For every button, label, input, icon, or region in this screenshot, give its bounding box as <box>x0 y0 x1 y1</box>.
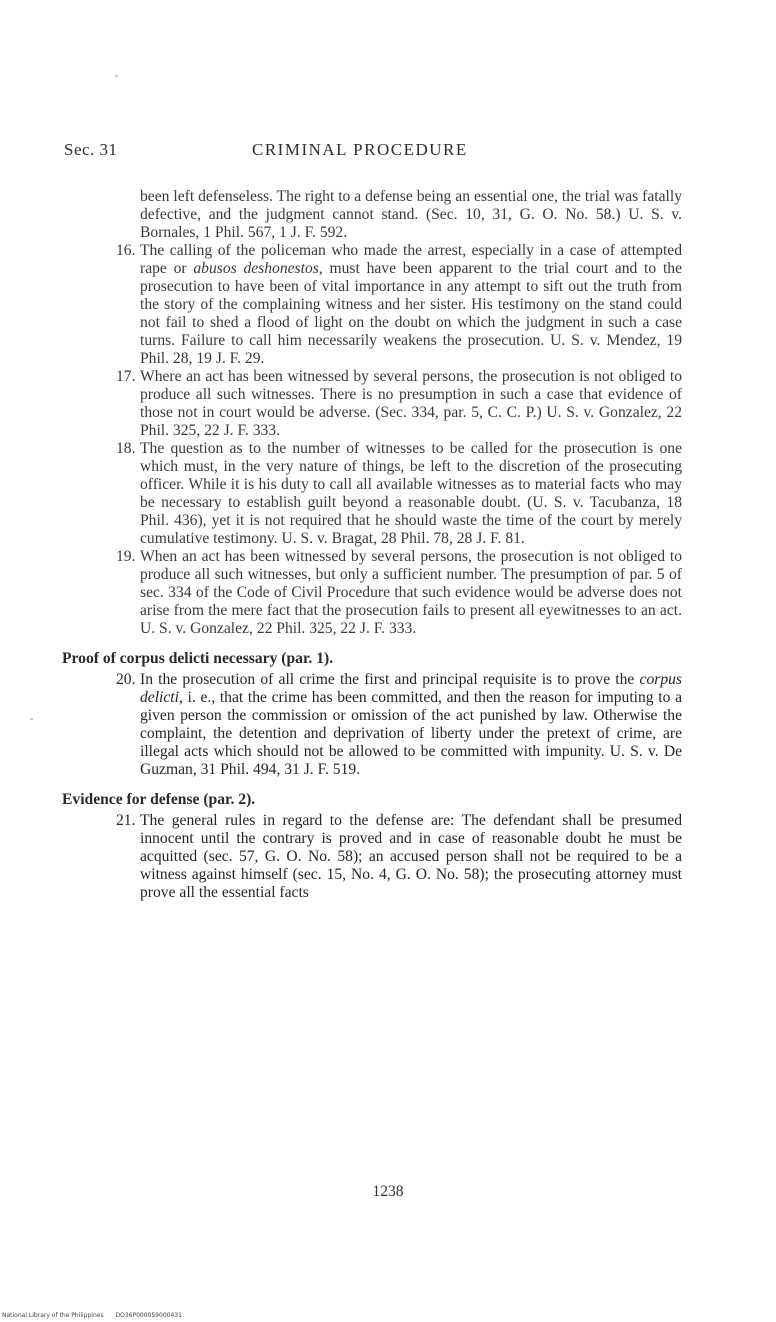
item-number: 21. <box>116 812 136 829</box>
scan-speck <box>30 718 33 720</box>
list-item <box>116 242 683 368</box>
section-heading: Proof of corpus delicti necessary (par. 1). <box>62 650 334 667</box>
list-item <box>116 440 682 548</box>
list-item <box>116 812 682 902</box>
library-credit: National Library of the Philippines <box>2 1312 104 1319</box>
list-item <box>116 548 682 638</box>
item-text: The general rules in regard to the defense are: The defendant shall be presumed innocent until the contrary is proved and in case of reasonable doubt he must be acquitted (sec. 57, G. O. No. 58); an accused person shall not be required to be a witness against himself (sec. 15, No. 4, G. O. No. 58); the prosecuting attorney must prove all the essential facts <box>140 812 682 901</box>
scan-speck <box>115 75 118 77</box>
item-text: The calling of the policeman who made the arrest, especially in a case of attempted rape or abusos deshonestos, must have been apparent to the trial court and to the prosecution to have been of vital importance in any attempt to sift out the truth from the story of the complaining witness and her sister. His testimony on the stand could not fail to shed a flood of light on the doubt on which the judgment in such a case turns. Failure to call him necessarily weakens the prosecution. U. S. v. Mendez, 19 Phil. 28, 19 J. F. 29. <box>140 242 683 367</box>
section-label: Sec. 31 <box>64 140 118 159</box>
item-text: In the prosecution of all crime the first and principal requisite is to prove the corpus delicti, i. e., that the crime has been committed, and then the reason for imputing to a given person the commission or omission of the act punished by law. Otherwise the complaint, the detention and deprivation of liberty under the pretext of crime, are illegal acts which should not be allowed to be committed with impunity. U. S. v. De Guzman, 31 Phil. 494, 31 J. F. 519. <box>140 671 682 778</box>
item-text: The question as to the number of witnesses to be called for the prosecution is one which must, in the very nature of things, be left to the discretion of the prosecuting officer. While it is his duty to call all available witnesses as to material facts who may be necessary to establish guilt beyond a reasonable doubt. (U. S. v. Tacubanza, 18 Phil. 436), yet it is not required that he should waste the time of the court by merely cumulative testimony. U. S. v. Bragat, 28 Phil. 78, 28 J. F. 81. <box>140 440 682 547</box>
item-number: 16. <box>116 242 136 259</box>
list-item <box>116 368 682 440</box>
item-number: 17. <box>116 368 136 385</box>
list-item <box>116 671 682 779</box>
item-number: 20. <box>116 671 136 688</box>
running-title: CRIMINAL PROCEDURE <box>252 140 468 159</box>
item-text: When an act has been witnessed by several persons, the prosecution is not obliged to produce all such witnesses, but only a sufficient number. The presumption of par. 5 of sec. 334 of the Code of Civil Procedure that such evidence would be adverse does not arise from the mere fact that the prosecution fails to present all eyewitnesses to an act. U. S. v. Gonzalez, 22 Phil. 325, 22 J. F. 333. <box>140 548 682 637</box>
section-heading: Evidence for defense (par. 2). <box>62 791 256 808</box>
item-text: Where an act has been witnessed by several persons, the prosecution is not obliged to produce all such witnesses. There is no presumption in such a case that evidence of those not in court would be adverse. (Sec. 334, par. 5, C. C. P.) U. S. v. Gonzalez, 22 Phil. 325, 22 J. F. 333. <box>140 368 682 439</box>
page-body <box>62 188 682 902</box>
continuation-paragraph: been left defenseless. The right to a defense being an essential one, the trial was fatally defective, and the judgment cannot stand. (Sec. 10, 31, G. O. No. 58.) U. S. v. Bornales, 1 Phil. 567, 1 J. F. 592. <box>140 188 682 241</box>
scan-footer <box>2 1312 192 1319</box>
page-header <box>64 140 684 164</box>
item-number: 19. <box>116 548 136 565</box>
page-number: 1238 <box>372 1183 404 1200</box>
item-number: 18. <box>116 440 136 457</box>
scan-code: DO36P000059000431 <box>115 1312 182 1319</box>
